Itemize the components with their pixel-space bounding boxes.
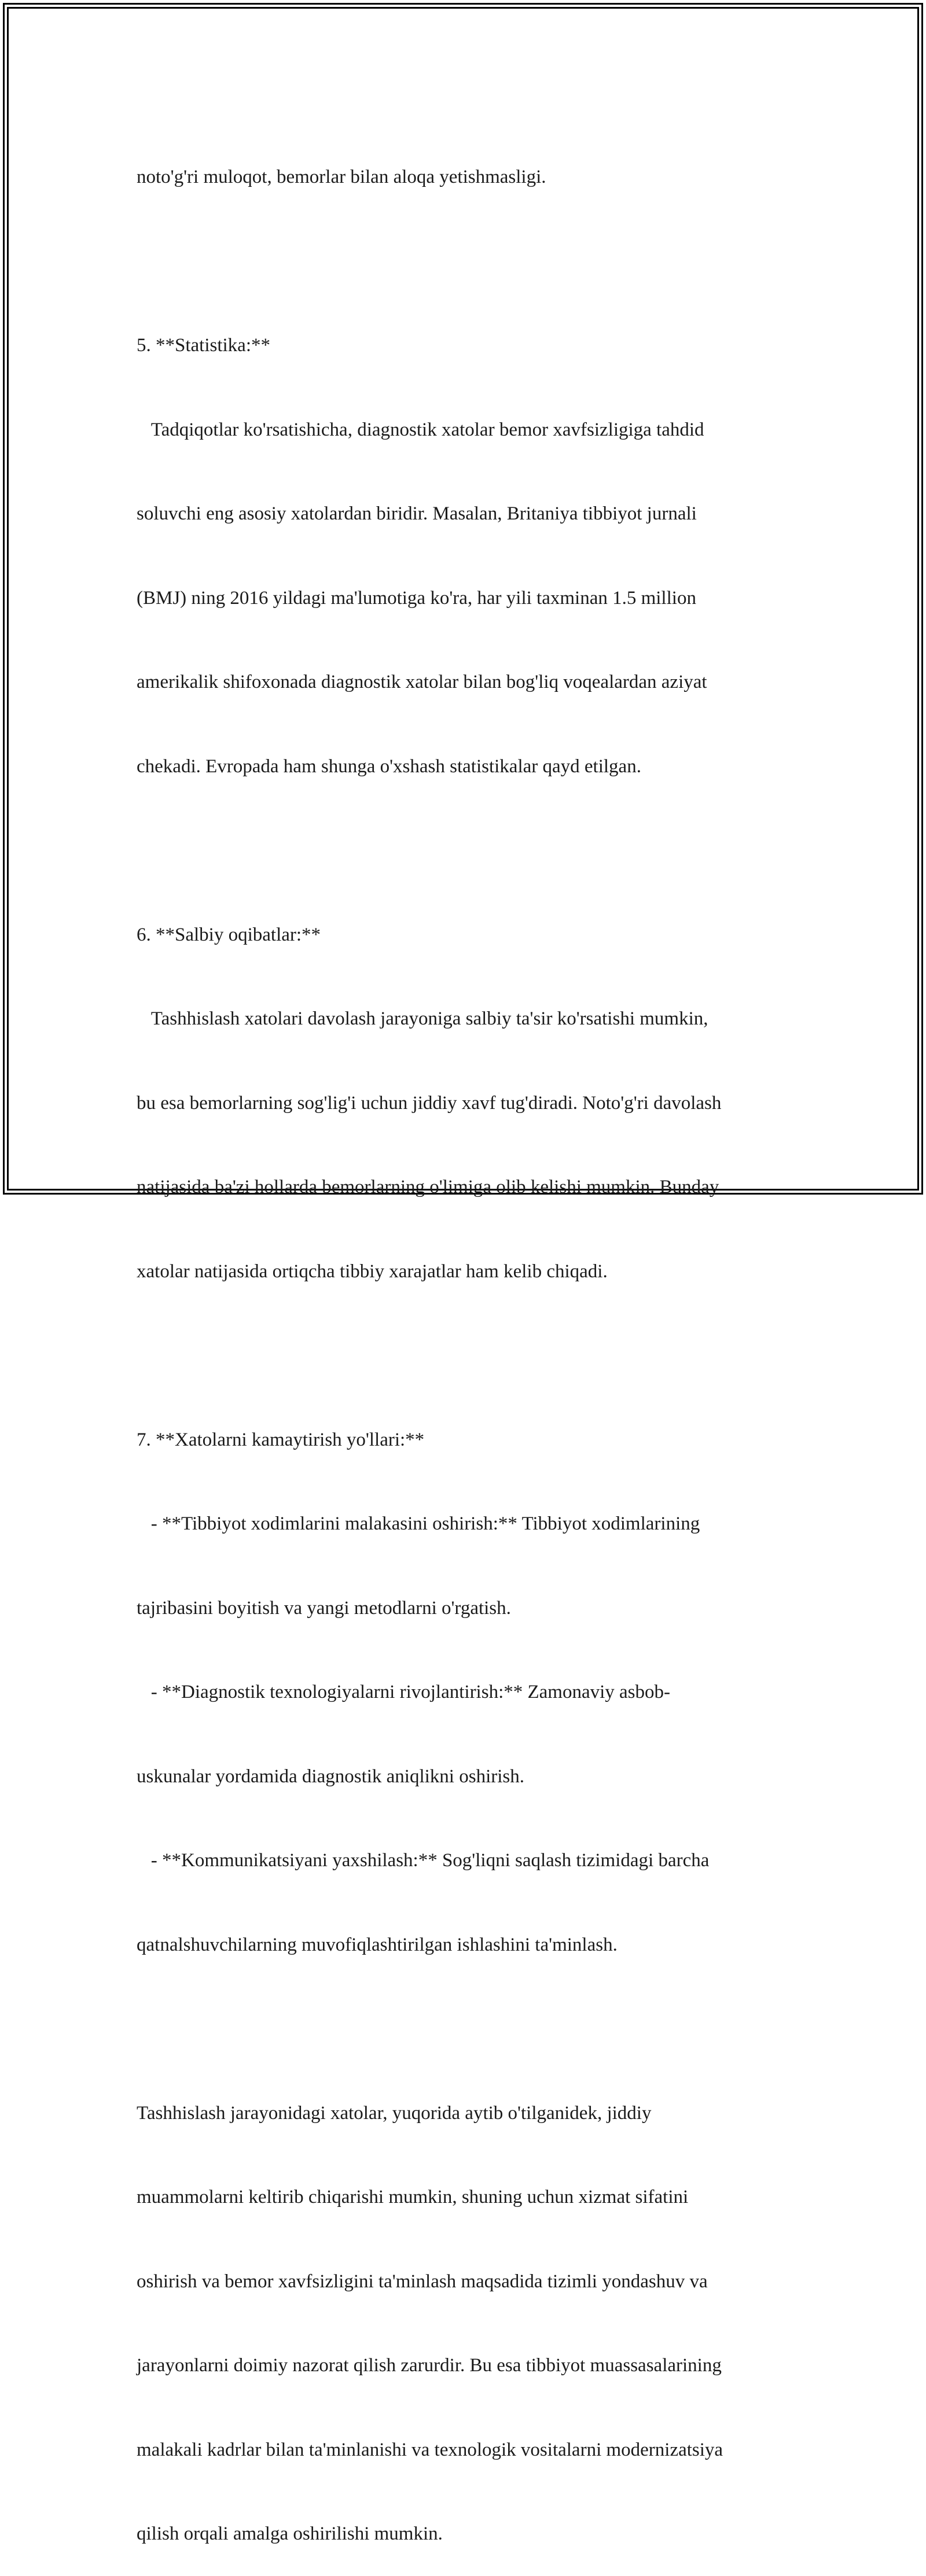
conclusion-line: qilish orqali amalga oshirilishi mumkin. <box>137 2523 443 2544</box>
conclusion-line: oshirish va bemor xavfsizligini ta'minlash maqsadida tizimli yondashuv va <box>137 2271 708 2292</box>
section-heading: 5. **Statistika:** <box>137 335 270 356</box>
blank-line <box>137 2015 796 2043</box>
blank-line <box>137 248 796 276</box>
conclusion-line: muammolarni keltirib chiqarishi mumkin, shuning uchun xizmat sifatini <box>137 2187 689 2208</box>
blank-line <box>137 1342 796 1370</box>
text-line: (BMJ) ning 2016 yildagi ma'lumotiga ko'ra, har yili taxminan 1.5 million <box>137 587 696 609</box>
text-line: uskunalar yordamida diagnostik aniqlikni oshirish. <box>137 1766 524 1787</box>
section-heading: 7. **Xatolarni kamaytirish yo'llari:** <box>137 1429 425 1450</box>
text-line: noto'g'ri muloqot, bemorlar bilan aloqa yetishmasligi. <box>137 167 546 187</box>
text-line: amerikalik shifoxonada diagnostik xatolar bilan bog'liq voqealardan aziyat <box>137 672 707 692</box>
text-line: soluvchi eng asosiy xatolardan biridir. Masalan, Britaniya tibbiyot jurnali <box>137 503 697 524</box>
document-body <box>137 107 796 2576</box>
text-line: xatolar natijasida ortiqcha tibbiy xarajatlar ham kelib chiqadi. <box>137 1261 608 1282</box>
conclusion-line: malakali kadrlar bilan ta'minlanishi va texnologik vositalarni modernizatsiya <box>137 2439 723 2460</box>
list-item-line: - **Kommunikatsiyani yaxshilash:** Sog'liqni saqlash tizimidagi barcha <box>137 1850 710 1871</box>
list-item-line: - **Diagnostik texnologiyalarni rivojlantirish:** Zamonaviy asbob- <box>137 1682 671 1702</box>
conclusion-line: jarayonlarni doimiy nazorat qilish zarurdir. Bu esa tibbiyot muassasalarining <box>137 2355 722 2376</box>
blank-line <box>137 836 796 865</box>
text-line: chekadi. Evropada ham shunga o'xshash statistikalar qayd etilgan. <box>137 756 641 777</box>
text-line: tajribasini boyitish va yangi metodlarni o'rgatish. <box>137 1597 511 1619</box>
text-line: Tadqiqotlar ko'rsatishicha, diagnostik xatolar bemor xavfsizligiga tahdid <box>137 419 704 440</box>
section-heading: 6. **Salbiy oqibatlar:** <box>137 924 321 945</box>
text-line: qatnalshuvchilarning muvofiqlashtirilgan ishlashini ta'minlash. <box>137 1934 618 1955</box>
list-item-line: - **Tibbiyot xodimlarini malakasini oshirish:** Tibbiyot xodimlarining <box>137 1513 700 1534</box>
text-line: natijasida ba'zi hollarda bemorlarning o'limiga olib kelishi mumkin. Bunday <box>137 1177 719 1197</box>
conclusion-line: Tashhislash jarayonidagi xatolar, yuqorida aytib o'tilganidek, jiddiy <box>137 2102 652 2124</box>
text-line: Tashhislash xatolari davolash jarayoniga salbiy ta'sir ko'rsatishi mumkin, <box>137 1008 708 1029</box>
text-line: bu esa bemorlarning sog'lig'i uchun jiddiy xavf tug'diradi. Noto'g'ri davolash <box>137 1092 722 1114</box>
